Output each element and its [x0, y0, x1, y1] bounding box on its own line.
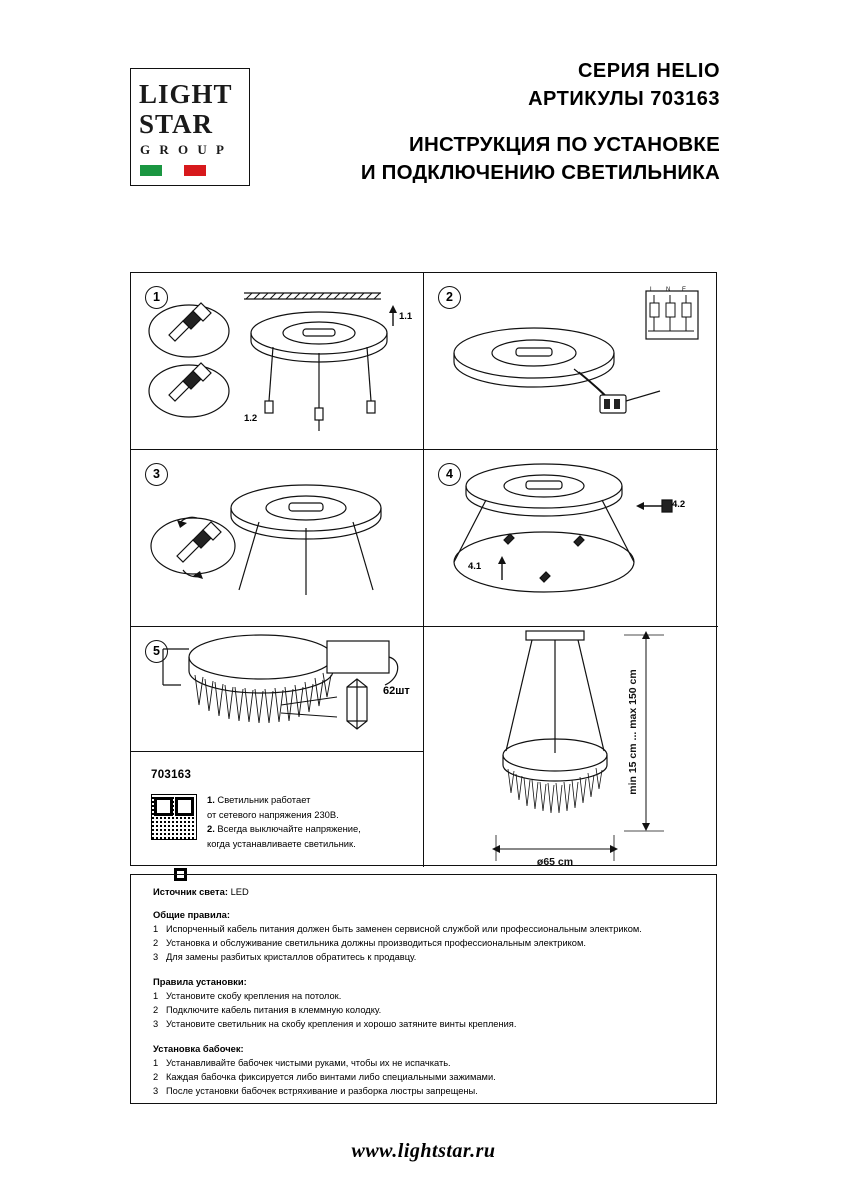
step-4-label-4-1: 4.1 [468, 561, 482, 572]
general-rule-3: Для замены разбитых кристаллов обратитесь к продавцу. [166, 951, 417, 962]
list-item: 1 Испорченный кабель питания должен быть заменен сервисной службой или профессиональным электриком. [153, 924, 642, 934]
butterfly-rule-3: После установки бабочек встряхивание и разборка люстры запрещены. [166, 1085, 478, 1096]
list-item: 2 Каждая бабочка фиксируется либо винтами либо специальными зажимами. [153, 1071, 496, 1082]
list-item: 1 Устанавливайте бабочек чистыми руками, чтобы их не испачкать. [153, 1057, 451, 1068]
page-header [130, 60, 720, 210]
step-cell-5 [131, 627, 424, 752]
info-note-1-text: Светильник работает [214, 794, 311, 805]
header-text-block [280, 60, 720, 186]
italian-flag-icon [140, 165, 206, 176]
list-item: 2 Подключите кабель питания в клеммную колодку. [153, 1004, 382, 1015]
logo-line-2: STAR [139, 109, 214, 139]
info-note-1-num: 1. [207, 794, 215, 805]
info-note-2-text: Всегда выключайте напряжение, [214, 823, 361, 835]
info-note-2-num: 2. [207, 823, 215, 835]
step-cell-3 [131, 450, 424, 627]
general-rule-1: Испорченный кабель питания должен быть заменен сервисной службой или профессиональным электриком. [166, 924, 642, 934]
qr-code-icon [151, 794, 197, 840]
info-note [207, 793, 402, 851]
height-dimension-label: min 15 cm ... max 150 cm [627, 669, 639, 795]
general-rules-title: Общие правила: [153, 909, 230, 920]
list-item: 1 Установите скобу крепления на потолок. [153, 990, 342, 1001]
svg-text:N: N [666, 287, 671, 293]
install-rule-2: Подключите кабель питания в клеммную колодку. [166, 1004, 382, 1015]
logo-line-3: G R O U P [140, 142, 227, 157]
step-1-illustration [131, 273, 424, 450]
butterfly-rule-2: Каждая бабочка фиксируется либо винтами либо специальными зажимами. [166, 1071, 496, 1082]
step-5-label-count: 62шт [383, 685, 410, 697]
rules-block [130, 874, 717, 1104]
diameter-dimension-label: ø65 cm [536, 856, 574, 867]
install-rules-title: Правила установки: [153, 975, 247, 987]
article-label: АРТИКУЛЫ 703163 [528, 88, 720, 110]
light-source-label: Источник света: [153, 886, 228, 897]
step-3-illustration [131, 450, 424, 627]
step-4-label-4-2: 4.2 [672, 499, 686, 510]
list-item: 2 Установка и обслуживание светильника должны производиться профессиональным электриком. [153, 937, 586, 948]
step-cell-1 [131, 273, 424, 450]
butterfly-rule-1: Устанавливайте бабочек чистыми руками, чтобы их не испачкать. [166, 1057, 451, 1068]
light-source-line [153, 886, 698, 897]
step-5-illustration [131, 627, 424, 752]
butterfly-rules-list [153, 1057, 698, 1099]
page-title-line-1: ИНСТРУКЦИЯ ПО УСТАНОВКЕ [409, 133, 720, 156]
info-note-2-text-cont: когда устанавливаете светильник. [207, 837, 356, 849]
install-rule-3: Установите светильник на скобу крепления и хорошо затяните винты крепления. [166, 1018, 517, 1029]
svg-text:E: E [682, 287, 687, 293]
page-title-line-2: И ПОДКЛЮЧЕНИЮ СВЕТИЛЬНИКА [360, 160, 720, 184]
light-source-value: LED [230, 886, 249, 897]
steps-grid [130, 272, 717, 866]
install-rules-list [153, 990, 698, 1032]
step-number-4: 4 [438, 463, 461, 486]
step-1-label-1-2: 1.2 [244, 413, 258, 424]
step-number-5: 5 [145, 640, 168, 663]
list-item: 3 Установите светильник на скобу крепления и хорошо затяните винты крепления. [153, 1018, 517, 1029]
brand-logo [130, 68, 250, 186]
info-cell [131, 752, 424, 867]
step-cell-2 [424, 273, 718, 450]
step-number-1: 1 [145, 286, 168, 309]
install-rule-1: Установите скобу крепления на потолок. [166, 990, 342, 1001]
step-2-illustration [424, 273, 718, 450]
butterfly-rules-title: Установка бабочек: [153, 1042, 244, 1054]
list-item: 3 Для замены разбитых кристаллов обратитесь к продавцу. [153, 951, 417, 962]
final-product-illustration [424, 627, 718, 867]
step-4-illustration [424, 450, 718, 627]
step-number-3: 3 [145, 463, 168, 486]
general-rules-list [153, 923, 698, 965]
step-1-label-1-1: 1.1 [399, 311, 413, 322]
series-label: СЕРИЯ HELIO [577, 60, 720, 82]
list-item: 3 После установки бабочек встряхивание и разборка люстры запрещены. [153, 1085, 478, 1096]
general-rule-2: Установка и обслуживание светильника должны производиться профессиональным электриком. [166, 937, 586, 948]
info-note-1-text-cont: от сетевого напряжения 230В. [207, 808, 339, 820]
article-code: 703163 [151, 769, 192, 781]
final-diagram-cell [424, 627, 718, 867]
step-cell-4 [424, 450, 718, 627]
step-number-2: 2 [438, 286, 461, 309]
logo-line-1: LIGHT [139, 79, 233, 109]
footer-website[interactable]: www.lightstar.ru [351, 1140, 496, 1162]
svg-text:L: L [650, 287, 654, 293]
